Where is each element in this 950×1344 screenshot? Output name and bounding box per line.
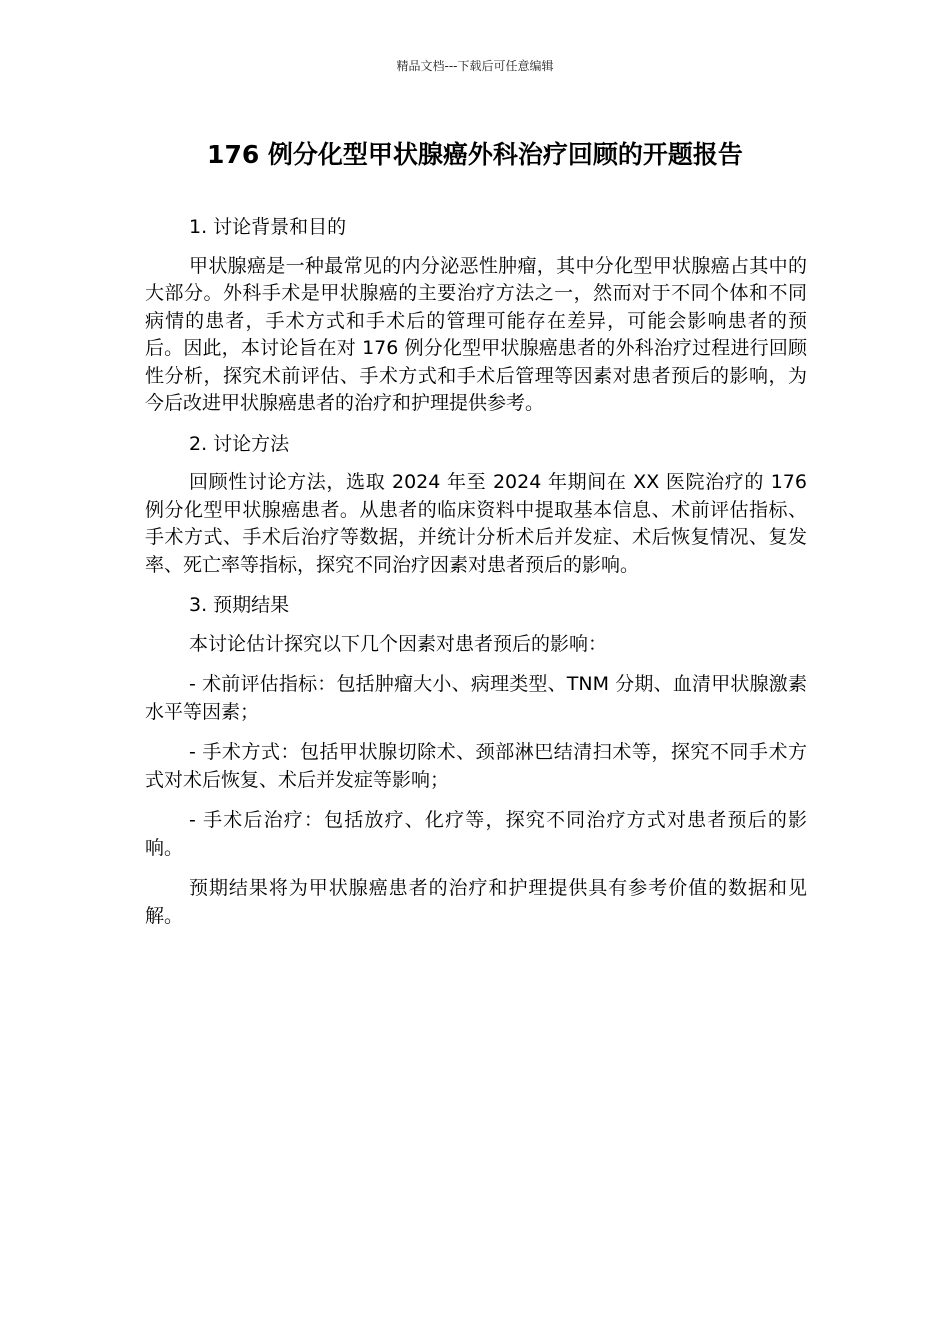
section-heading-results: 3. 预期结果	[189, 594, 290, 616]
paragraph-method: 回顾性讨论方法，选取 2024 年至 2024 年期间在 XX 医院治疗的 176 例分化型甲状腺癌患者。从患者的临床资料中提取基本信息、术前评估指标、手术方式、手术后治疗等数据，并统计分析术后并发症、术后恢复情况、复发率、死亡率等指标，探究不同治疗因素对患者预后的影响。	[145, 471, 807, 576]
paragraph-results-conclusion: 预期结果将为甲状腺癌患者的治疗和护理提供具有参考价值的数据和见解。	[145, 877, 807, 927]
paragraph-results-intro: 本讨论估计探究以下几个因素对患者预后的影响：	[189, 632, 608, 655]
list-item-postoperative: - 手术后治疗：包括放疗、化疗等，探究不同治疗方式对患者预后的影响。	[145, 809, 807, 859]
list-item-surgical-method: - 手术方式：包括甲状腺切除术、颈部淋巴结清扫术等，探究不同手术方式对术后恢复、术后并发症等影响；	[145, 741, 807, 791]
document-title: 176 例分化型甲状腺癌外科治疗回顾的开题报告	[207, 140, 743, 169]
section-heading-background: 1. 讨论背景和目的	[189, 216, 347, 238]
paragraph-background: 甲状腺癌是一种最常见的内分泌恶性肿瘤，其中分化型甲状腺癌占其中的大部分。外科手术是甲状腺癌的主要治疗方法之一，然而对于不同个体和不同病情的患者，手术方式和手术后的管理可能存在差异，可能会影响患者的预后。因此，本讨论旨在对 176 例分化型甲状腺癌患者的外科治疗过程进行回顾性分析，探究术前评估、手术方式和手术后管理等因素对患者预后的影响，为今后改进甲状腺癌患者的治疗和护理提供参考。	[145, 254, 807, 414]
document-body	[145, 214, 807, 943]
list-item-preoperative: - 术前评估指标：包括肿瘤大小、病理类型、TNM 分期、血清甲状腺激素水平等因素；	[145, 673, 807, 723]
section-heading-method: 2. 讨论方法	[189, 432, 290, 455]
page-header-note: 精品文档---下载后可任意编辑	[396, 59, 554, 73]
